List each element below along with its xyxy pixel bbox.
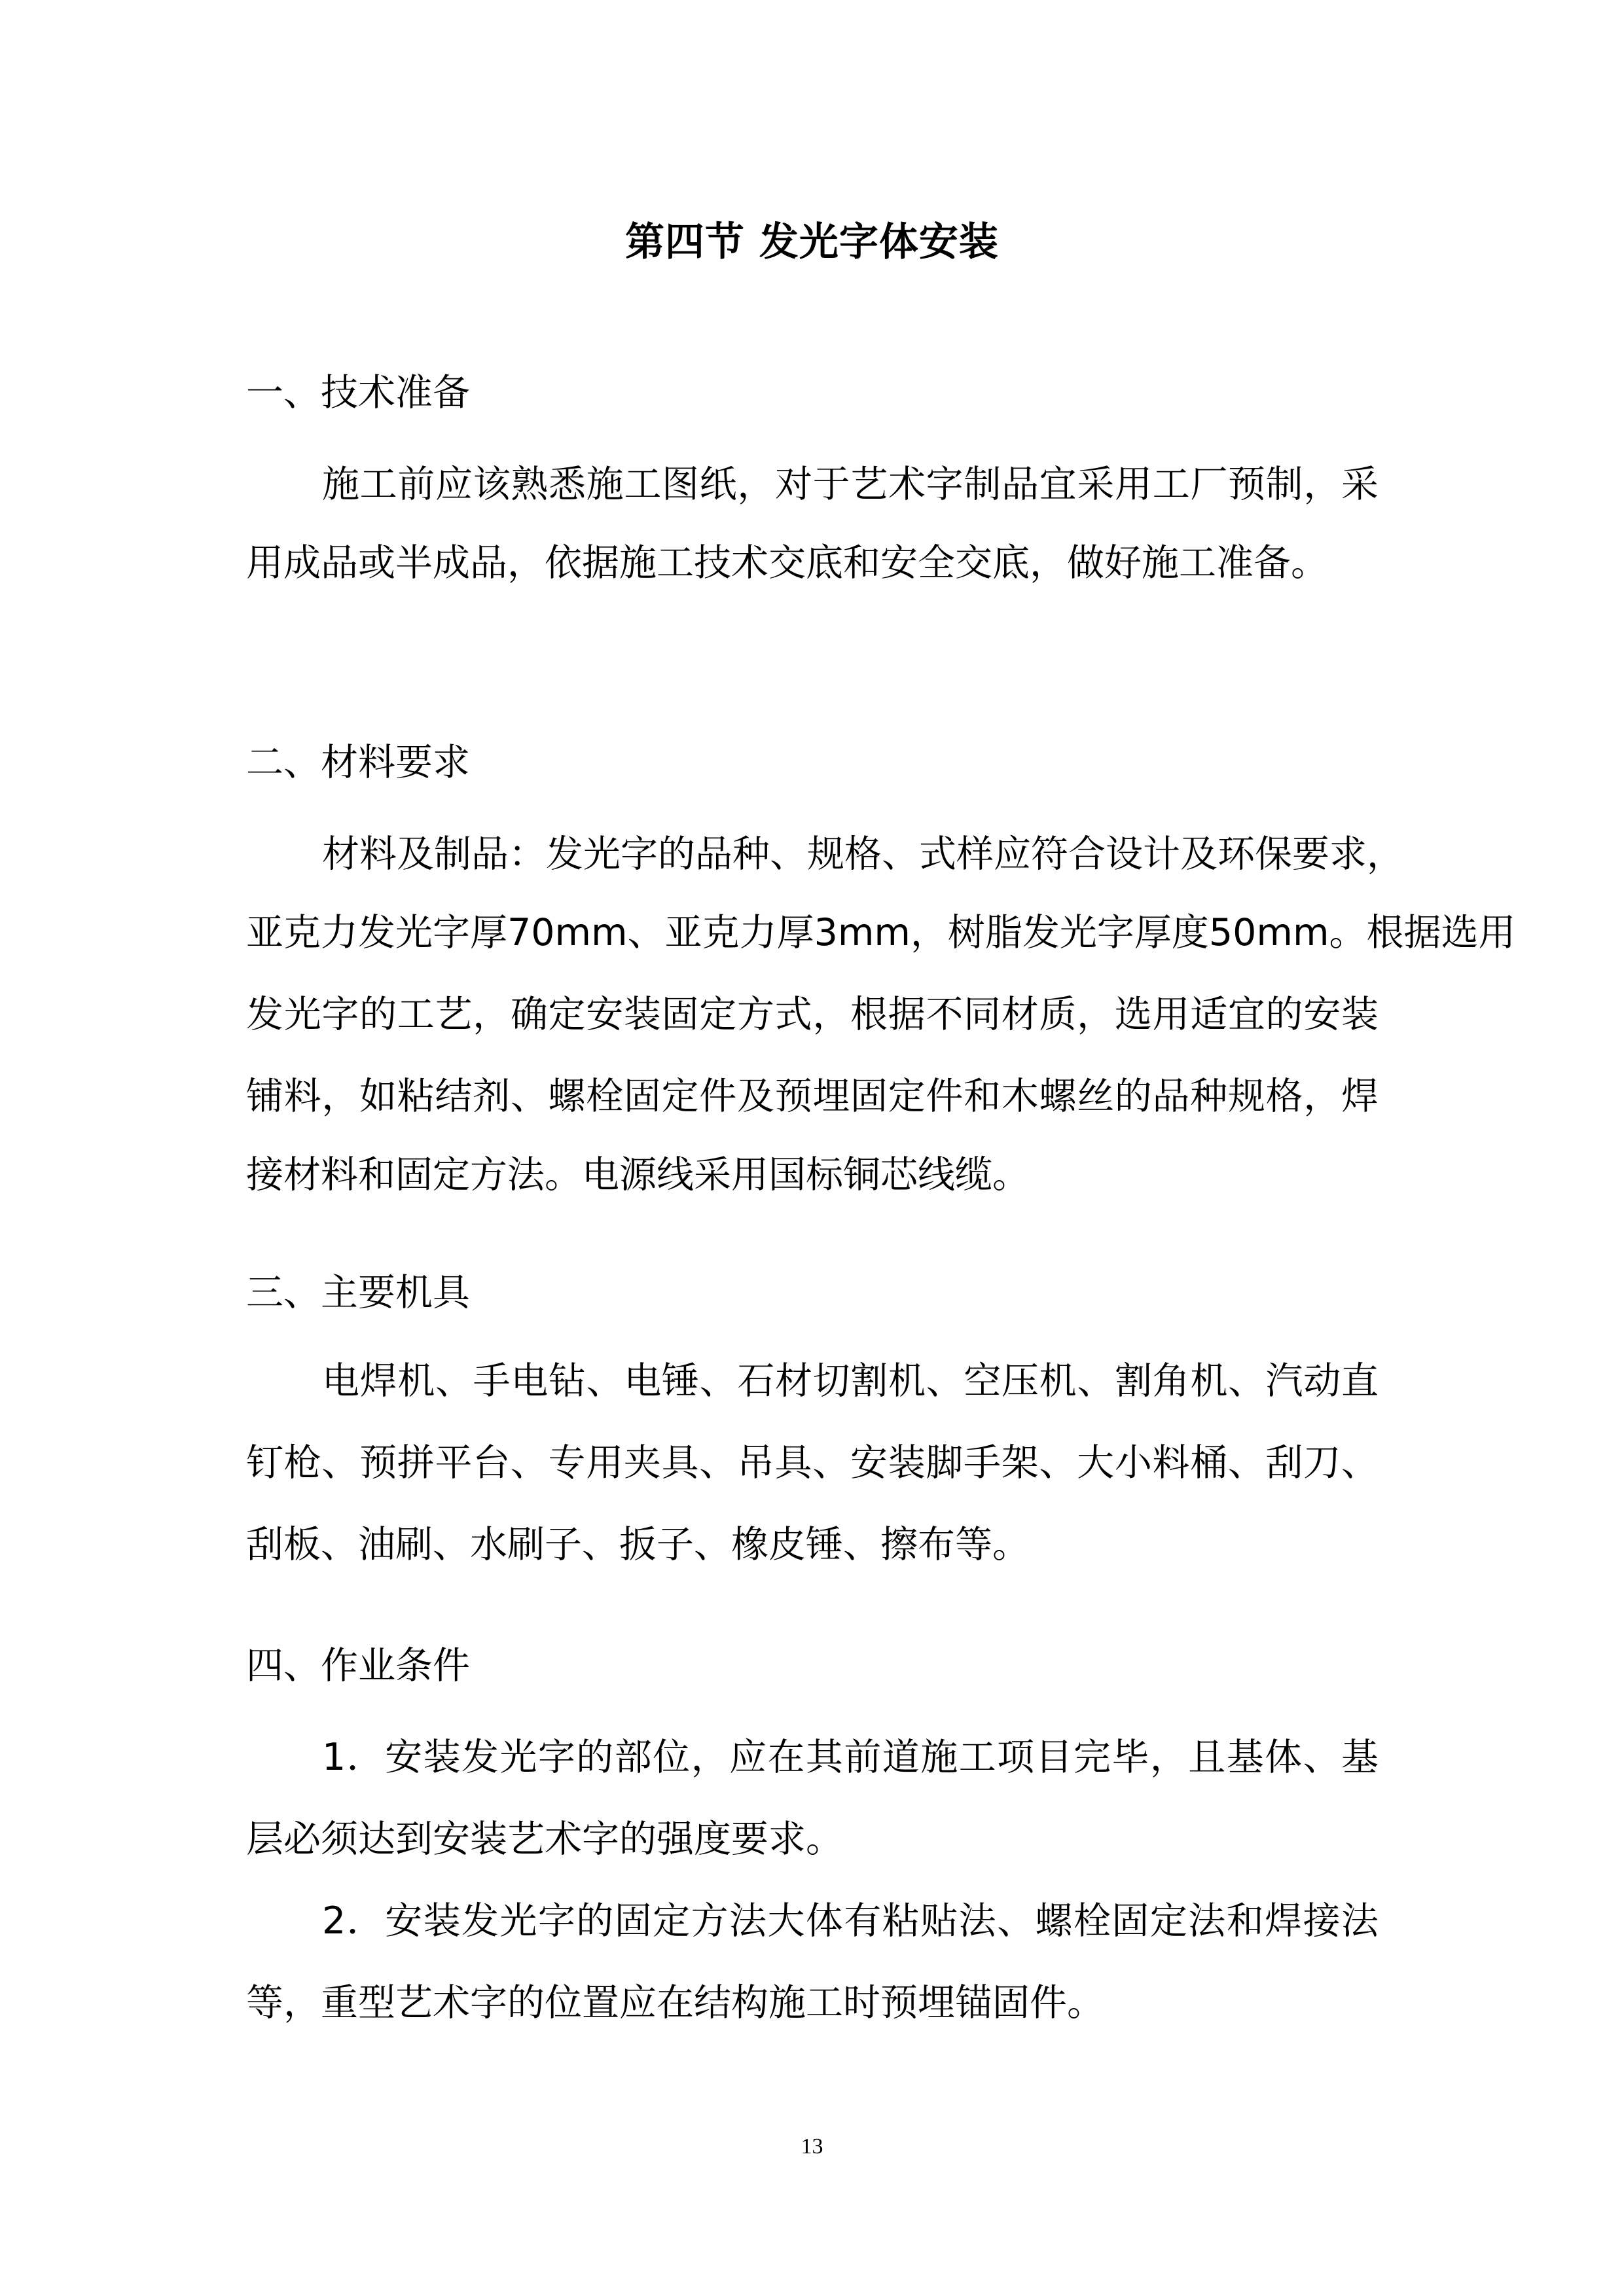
paragraph-line: 电焊机、手电钻、电锤、石材切割机、空压机、割角机、汽动直	[322, 1359, 1379, 1403]
paragraph-line: 等，重型艺术字的位置应在结构施工时预埋锚固件。	[246, 1981, 1104, 2024]
section-heading-4: 四、作业条件	[246, 1644, 470, 1687]
paragraph-line: 铺料，如粘结剂、螺栓固定件及预埋固定件和木螺丝的品种规格，焊	[246, 1075, 1379, 1118]
section-title: 第四节 发光字体安装	[625, 219, 999, 265]
section-heading-1: 一、技术准备	[246, 371, 470, 414]
section-heading-3: 三、主要机具	[246, 1271, 470, 1314]
page-number: 13	[801, 2134, 823, 2159]
paragraph-line: 钉枪、预拼平台、专用夹具、吊具、安装脚手架、大小料桶、刮刀、	[246, 1441, 1379, 1484]
paragraph-line: 施工前应该熟悉施工图纸，对于艺术字制品宜采用工厂预制，采	[322, 463, 1379, 506]
paragraph-line: 接材料和固定方法。电源线采用国标铜芯线缆。	[246, 1153, 1030, 1196]
paragraph-line: 刮板、油刷、水刷子、扳子、橡皮锤、擦布等。	[246, 1523, 1030, 1566]
section-heading-2: 二、材料要求	[246, 741, 470, 784]
paragraph-line: 2．安装发光字的固定方法大体有粘贴法、螺栓固定法和焊接法	[322, 1899, 1379, 1943]
paragraph-line: 材料及制品：发光字的品种、规格、式样应符合设计及环保要求，	[322, 833, 1404, 876]
paragraph-line: 用成品或半成品，依据施工技术交底和安全交底，做好施工准备。	[246, 541, 1328, 584]
paragraph-line: 亚克力发光字厚70mm、亚克力厚3mm，树脂发光字厚度50mm。根据选用	[246, 911, 1516, 954]
paragraph-line: 发光字的工艺，确定安装固定方式，根据不同材质，选用适宜的安装	[246, 993, 1379, 1036]
paragraph-line: 1．安装发光字的部位，应在其前道施工项目完毕，且基体、基	[322, 1736, 1379, 1779]
paragraph-line: 层必须达到安装艺术字的强度要求。	[246, 1818, 843, 1861]
